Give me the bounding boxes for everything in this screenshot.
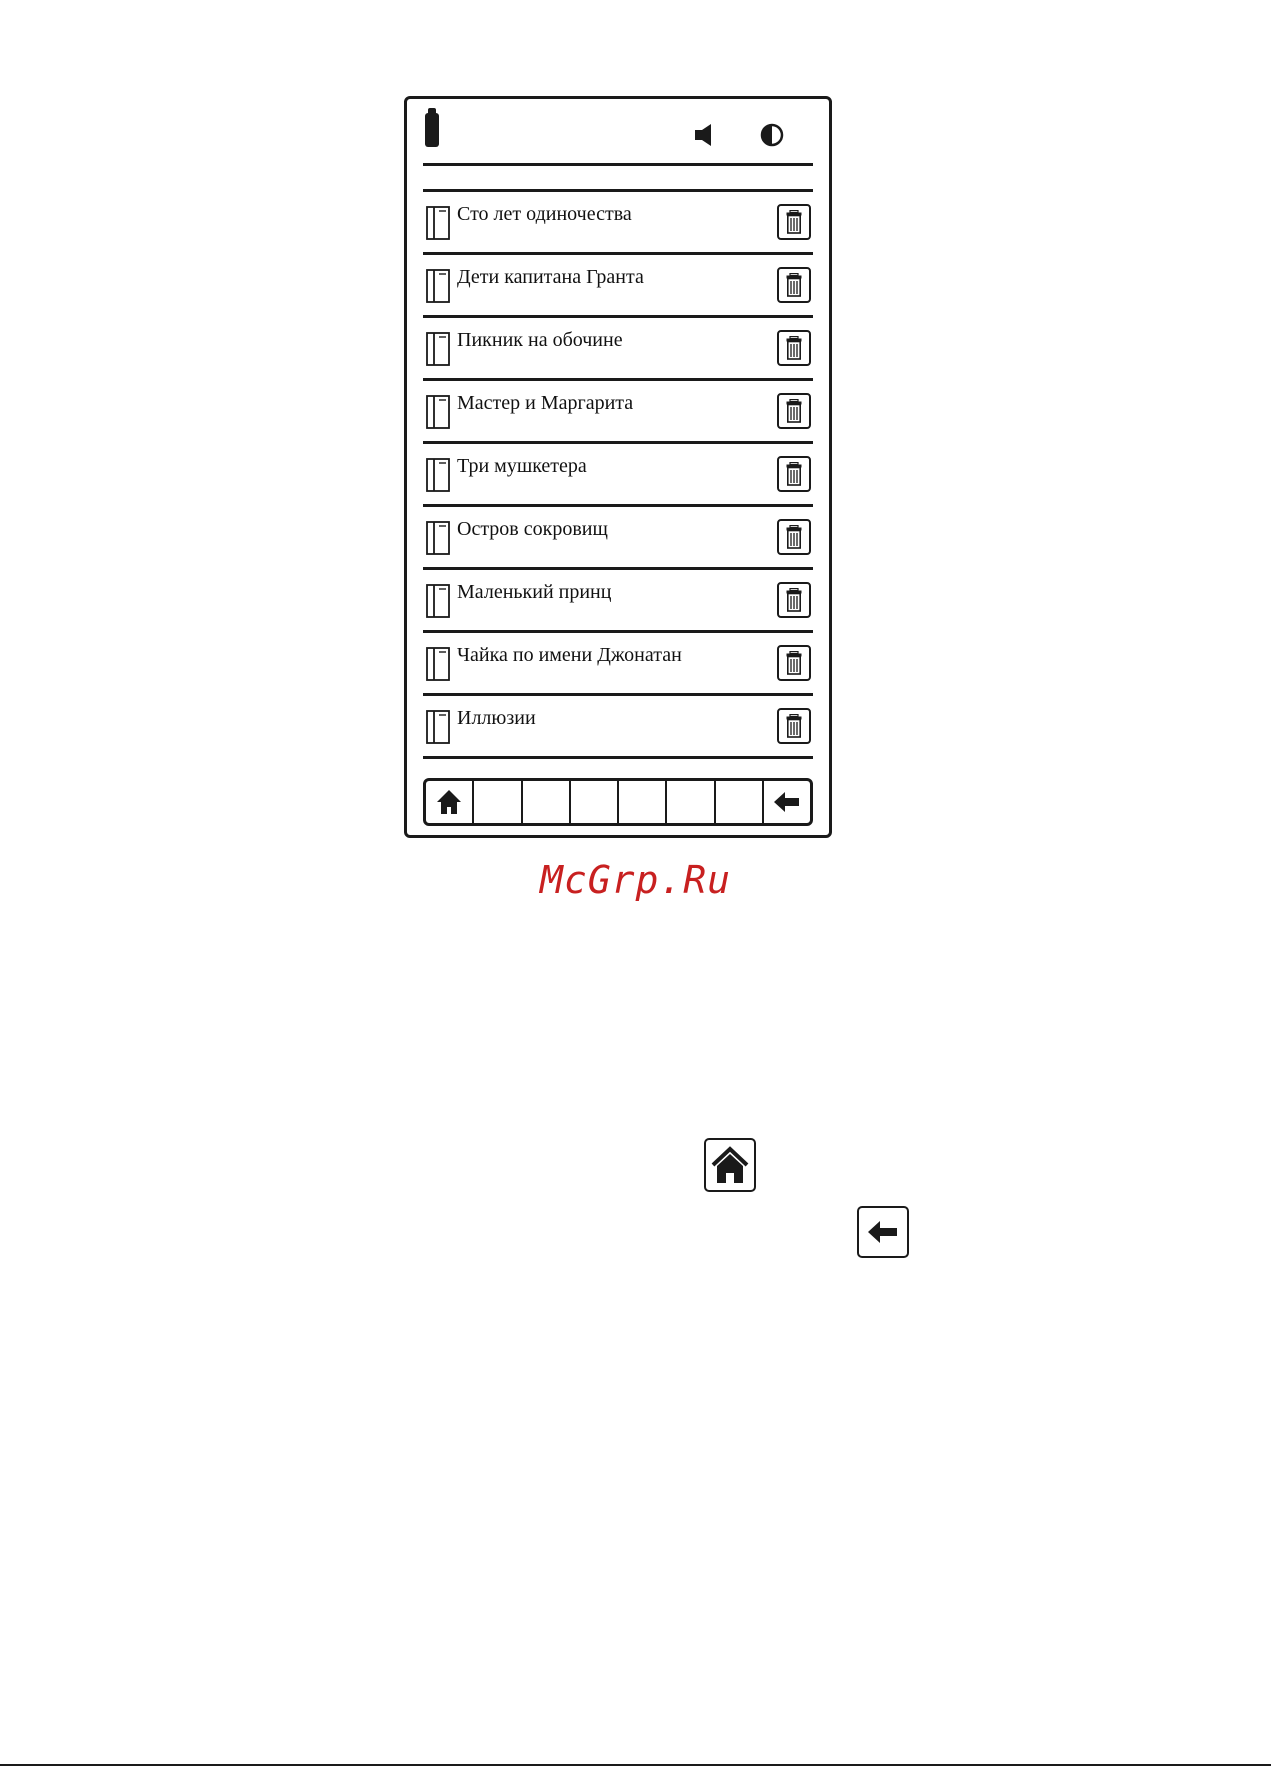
nav-slot[interactable] <box>523 781 571 823</box>
list-item[interactable] <box>423 507 813 570</box>
list-item[interactable] <box>423 570 813 633</box>
home-icon <box>710 1145 750 1185</box>
trash-icon <box>786 525 802 549</box>
trash-icon <box>786 210 802 234</box>
book-icon <box>426 710 450 744</box>
trash-icon <box>786 399 802 423</box>
status-bar <box>423 99 813 166</box>
speaker-icon[interactable] <box>695 124 715 146</box>
delete-button[interactable] <box>777 582 811 618</box>
book-title: Маленький принц <box>457 581 612 603</box>
trash-icon <box>786 336 802 360</box>
list-item[interactable] <box>423 633 813 696</box>
delete-button[interactable] <box>777 330 811 366</box>
delete-button[interactable] <box>777 267 811 303</box>
trash-icon <box>786 462 802 486</box>
nav-slot[interactable] <box>619 781 667 823</box>
book-title: Три мушкетера <box>457 455 587 477</box>
book-title: Пикник на обочине <box>457 329 623 351</box>
delete-button[interactable] <box>777 645 811 681</box>
book-title: Мастер и Маргарита <box>457 392 634 414</box>
book-title: Остров сокровищ <box>457 518 608 540</box>
list-item[interactable] <box>423 696 813 759</box>
nav-slot[interactable] <box>667 781 715 823</box>
list-item[interactable] <box>423 381 813 444</box>
home-icon <box>436 789 462 815</box>
delete-button[interactable] <box>777 708 811 744</box>
book-icon <box>426 584 450 618</box>
list-item[interactable] <box>423 255 813 318</box>
bottom-navbar <box>423 778 813 826</box>
home-button-legend <box>704 1138 756 1192</box>
back-arrow-icon <box>774 792 800 812</box>
trash-icon <box>786 714 802 738</box>
book-title: Дети капитана Гранта <box>457 266 644 288</box>
book-icon <box>426 647 450 681</box>
back-button[interactable] <box>764 781 810 823</box>
page-divider <box>0 1764 1271 1766</box>
list-item[interactable] <box>423 192 813 255</box>
trash-icon <box>786 651 802 675</box>
delete-button[interactable] <box>777 456 811 492</box>
trash-icon <box>786 273 802 297</box>
nav-slot[interactable] <box>474 781 522 823</box>
book-icon <box>426 332 450 366</box>
delete-button[interactable] <box>777 519 811 555</box>
back-button-legend <box>857 1206 909 1258</box>
book-icon <box>426 395 450 429</box>
delete-button[interactable] <box>777 393 811 429</box>
book-title: Сто лет одиночества <box>457 203 632 225</box>
trash-icon <box>786 588 802 612</box>
book-icon <box>426 269 450 303</box>
book-icon <box>426 521 450 555</box>
book-icon <box>426 206 450 240</box>
home-button[interactable] <box>426 781 474 823</box>
book-title: Иллюзии <box>457 707 536 729</box>
book-title: Чайка по имени Джонатан <box>457 644 682 666</box>
watermark: McGrp.Ru <box>539 858 732 902</box>
list-item[interactable] <box>423 444 813 507</box>
book-icon <box>426 458 450 492</box>
back-arrow-icon <box>868 1221 898 1243</box>
delete-button[interactable] <box>777 204 811 240</box>
contrast-icon[interactable] <box>760 123 784 147</box>
device-screen <box>404 96 832 838</box>
nav-slot[interactable] <box>571 781 619 823</box>
book-list <box>423 189 813 759</box>
list-item[interactable] <box>423 318 813 381</box>
battery-icon <box>425 113 439 147</box>
nav-slot[interactable] <box>716 781 764 823</box>
